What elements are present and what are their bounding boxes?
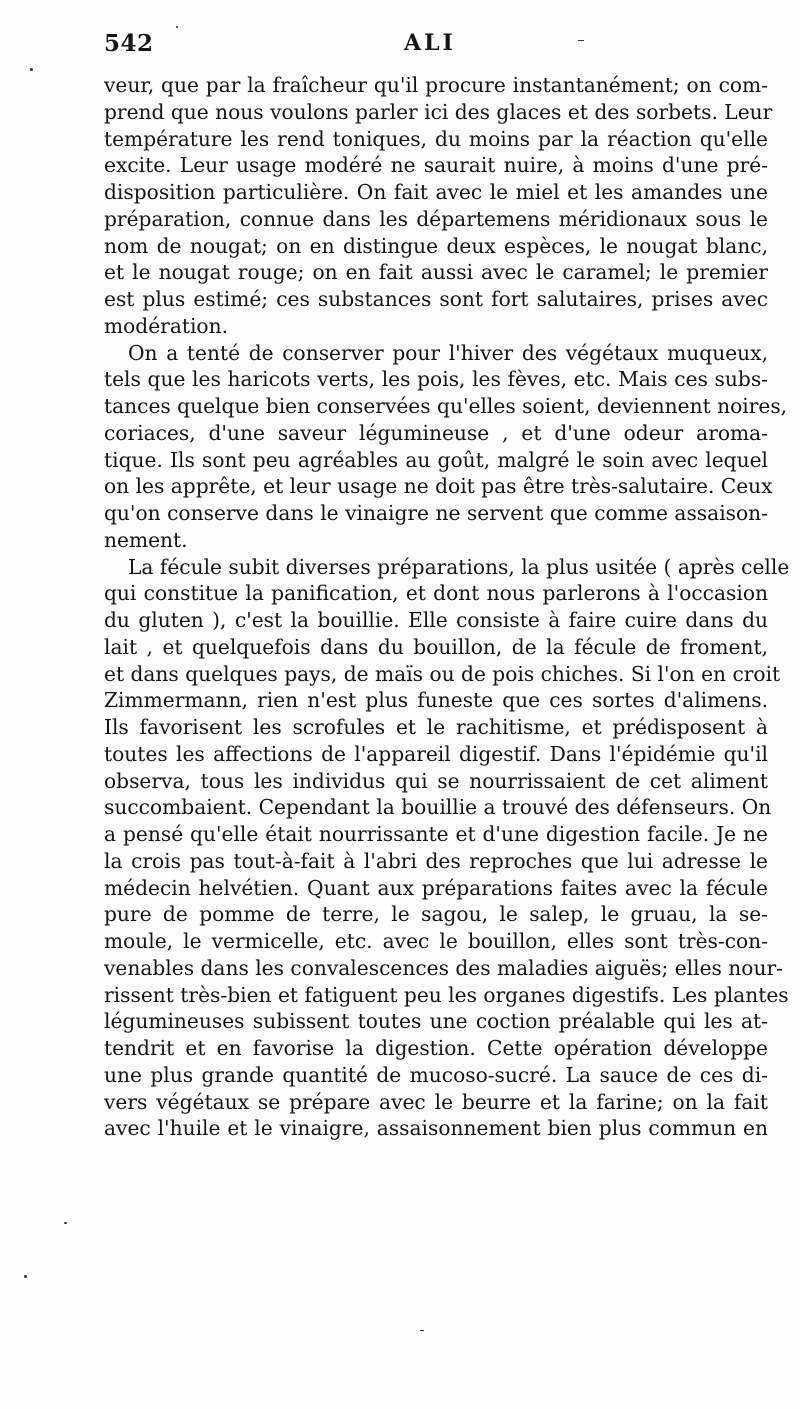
scan-speck [64,1222,67,1224]
scan-speck [578,40,584,41]
text-line: on les apprête, et leur usage ne doit pas être très-salutaire. Ceux [104,474,773,499]
scan-speck [176,26,178,28]
text-line: médecin helvétien. Quant aux préparations faites avec la fécule [104,875,768,900]
text-line: une plus grande quantité de mucoso-sucré. La sauce de ces di- [104,1062,768,1087]
body-text [104,72,790,1142]
text-line: veur, que par la fraîcheur qu'il procure instantanément; on com- [104,73,768,97]
text-line: toutes les affections de l'appareil digestif. Dans l'épidémie qu'il [104,741,768,766]
text-line: pure de pomme de terre, le sagou, le salep, le gruau, la se- [104,902,768,927]
text-line: tances quelque bien conservées qu'elles soient, deviennent noires, [104,394,788,418]
text-line: qu'on conserve dans le vinaigre ne servent que comme assaison- [104,501,768,525]
text-line: nement. [104,527,188,552]
text-line: lait , et quelquefois dans du bouillon, de la fécule de froment, [104,634,768,659]
paragraph-start-line: La fécule subit diverses préparations, la plus usitée ( après celle [128,554,790,579]
text-line: la crois pas tout-à-fait à l'abri des reproches que lui adresse le [104,848,768,873]
scan-speck [420,1330,424,1331]
text-line: température les rend toniques, du moins par la réaction qu'elle [104,126,768,151]
text-line: rissent très-bien et fatiguent peu les organes digestifs. Les plantes [104,982,789,1007]
text-line: est plus estimé; ces substances sont fort salutaires, prises avec [104,287,768,311]
text-line: légumineuses subissent toutes une coction préalable qui les at- [104,1009,768,1034]
text-line: tique. Ils sont peu agréables au goût, malgré le soin avec lequel [104,447,768,472]
scan-speck [30,68,33,71]
text-line: succombaient. Cependant la bouillie a trouvé des défenseurs. On [104,795,772,820]
text-line: a pensé qu'elle était nourrissante et d'une digestion facile. Je ne [104,822,768,846]
text-line: du gluten ), c'est la bouillie. Elle consiste à faire cuire dans du [104,608,768,632]
page-number: 542 [104,30,154,57]
text-line: et dans quelques pays, de maïs ou de pois chiches. Si l'on en croit [104,661,781,686]
text-line: modération. [104,313,228,338]
text-line: disposition particulière. On fait avec le miel et les amandes une [104,180,768,204]
text-line: Ils favorisent les scrofules et le rachitisme, et prédisposent à [104,715,768,739]
text-line: tels que les haricots verts, les pois, les fèves, etc. Mais ces subs- [104,367,768,392]
text-line: qui constitue la panification, et dont nous parlerons à l'occasion [104,581,768,606]
text-line: et le nougat rouge; on en fait aussi avec le caramel; le premier [104,260,768,285]
text-line: nom de nougat; on en distingue deux espèces, le nougat blanc, [104,233,768,258]
page-header [104,30,768,60]
text-line: tendrit et en favorise la digestion. Cette opération développe [104,1036,768,1060]
scan-speck [24,1275,27,1278]
text-line: observa, tous les individus qui se nourrissaient de cet aliment [104,768,768,793]
text-line: avec l'huile et le vinaigre, assaisonnement bien plus commun en [104,1116,768,1141]
text-line: prend que nous voulons parler ici des glaces et des sorbets. Leur [104,99,773,124]
text-line: Zimmermann, rien n'est plus funeste que ces sortes d'alimens. [104,688,768,713]
text-line: moule, le vermicelle, etc. avec le bouillon, elles sont très-con- [104,929,768,953]
text-line: excite. Leur usage modéré ne saurait nuire, à moins d'une pré- [104,153,768,178]
text-line: vers végétaux se prépare avec le beurre et la farine; on la fait [104,1089,768,1114]
running-head: ALI [404,30,456,56]
text-line: venables dans les convalescences des maladies aiguës; elles nour- [104,955,783,980]
text-line: préparation, connue dans les départemens méridionaux sous le [104,206,768,231]
text-line: coriaces, d'une saveur légumineuse , et d'une odeur aroma- [104,420,768,445]
paragraph-start-line: On a tenté de conserver pour l'hiver des végétaux muqueux, [128,340,768,365]
